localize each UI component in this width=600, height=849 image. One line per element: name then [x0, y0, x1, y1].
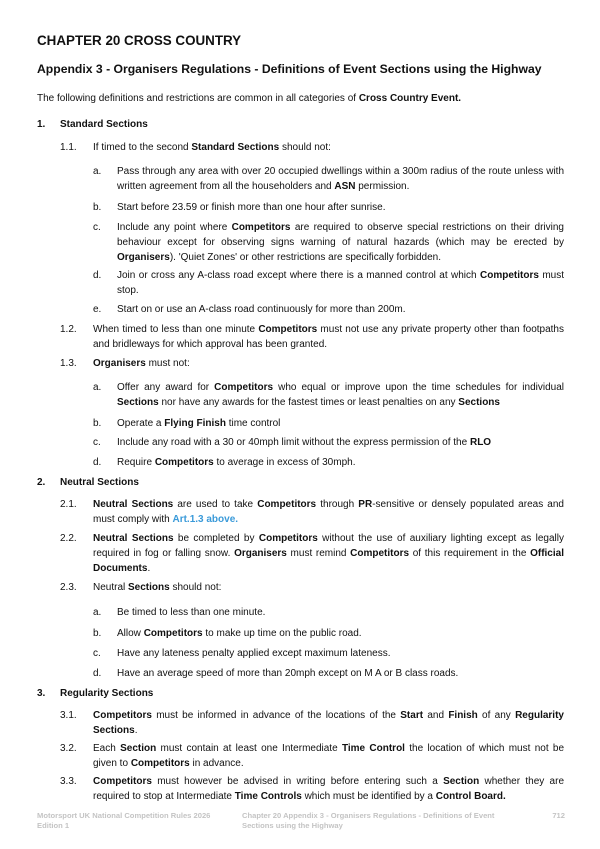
item-2-3-a: Be timed to less than one minute. [117, 607, 266, 618]
para-2-3-number: 2.3. [60, 582, 77, 593]
item-1-1-a: Pass through any area with over 20 occupied dwellings within a 300m radius of the route unless with written agreement from all the householders and ASN permission. [117, 166, 564, 192]
item-1-3-c-label: c. [93, 437, 101, 448]
chapter-title: CHAPTER 20 CROSS COUNTRY [37, 33, 242, 48]
footer-page-number: 712 [552, 811, 565, 820]
footer-chapter-line2: Sections using the Highway [242, 821, 343, 830]
item-1-3-a-label: a. [93, 382, 102, 393]
item-1-1-a-label: a. [93, 166, 102, 177]
item-1-3-b-label: b. [93, 418, 102, 429]
para-1-1: If timed to the second Standard Sections should not: [93, 142, 331, 153]
item-1-1-c-label: c. [93, 222, 101, 233]
para-3-2: Each Section must contain at least one Intermediate Time Control the location of which must not be given to Competitors in advance. [93, 743, 565, 769]
intro-paragraph: The following definitions and restrictions are common in all categories of Cross Country Event. [37, 93, 462, 104]
item-1-1-b-label: b. [93, 202, 102, 213]
item-1-3-d-label: d. [93, 457, 102, 468]
item-1-1-c: Include any point where Competitors are required to observe special restrictions on their driving behaviour except for observing signs warning of natural hazards (which may be erected by Organisers). 'Quiet Zones' or other restrictions are specifically forbidden. [117, 222, 564, 263]
para-3-3: Competitors must however be advised in writing before entering such a Section whether they are required to stop at Intermediate Time Controls which must be identified by a Control Board. [93, 776, 564, 802]
item-1-1-e-label: e. [93, 304, 102, 315]
section-3-title: Regularity Sections [60, 688, 154, 699]
para-2-2: Neutral Sections be completed by Competitors without the use of auxiliary lighting except as legally required in fog or falling snow. Organisers must remind Competitors of this requirement in the Official Documents. [93, 533, 565, 574]
item-2-3-c: Have any lateness penalty applied except maximum lateness. [117, 648, 391, 659]
appendix-title: Appendix 3 - Organisers Regulations - Definitions of Event Sections using the Highway [37, 62, 542, 76]
item-1-1-d-label: d. [93, 270, 102, 281]
section-3-number: 3. [37, 688, 46, 699]
item-1-3-a: Offer any award for Competitors who equal or improve upon the time schedules for individual Sections nor have any awards for the fastest times or least penalties on any Sections [117, 382, 564, 408]
para-3-1: Competitors must be informed in advance of the locations of the Start and Finish of any Regularity Sections. [93, 710, 564, 736]
para-1-3: Organisers must not: [93, 358, 190, 369]
para-3-3-number: 3.3. [60, 776, 77, 787]
art-1-3-link[interactable]: Art.1.3 above. [172, 514, 239, 525]
para-1-2-number: 1.2. [60, 324, 77, 335]
para-1-1-number: 1.1. [60, 142, 77, 153]
footer-chapter-line1: Chapter 20 Appendix 3 - Organisers Regulations - Definitions of Event [242, 811, 495, 820]
item-1-3-b: Operate a Flying Finish time control [117, 418, 281, 429]
footer-edition: Edition 1 [37, 821, 70, 830]
item-1-3-c: Include any road with a 30 or 40mph limit without the express permission of the RLO [117, 437, 492, 448]
item-2-3-d-label: d. [93, 668, 102, 679]
item-2-3-a-label: a. [93, 607, 102, 618]
para-2-1-number: 2.1. [60, 499, 77, 510]
section-1-title: Standard Sections [60, 119, 148, 130]
section-2-title: Neutral Sections [60, 477, 139, 488]
para-2-2-number: 2.2. [60, 533, 77, 544]
footer-rules-title: Motorsport UK National Competition Rules 2026 [37, 811, 211, 820]
para-2-3: Neutral Sections should not: [93, 582, 222, 593]
item-2-3-b-label: b. [93, 628, 102, 639]
footer-middle [242, 811, 522, 831]
item-2-3-c-label: c. [93, 648, 101, 659]
item-2-3-d: Have an average speed of more than 20mph except on M A or B class roads. [117, 668, 459, 679]
para-3-1-number: 3.1. [60, 710, 77, 721]
section-1-number: 1. [37, 119, 46, 130]
footer-left [37, 811, 237, 831]
section-2-number: 2. [37, 477, 46, 488]
item-1-1-e: Start on or use an A-class road continuously for more than 200m. [117, 304, 406, 315]
item-1-1-b: Start before 23.59 or finish more than one hour after sunrise. [117, 202, 386, 213]
para-3-2-number: 3.2. [60, 743, 77, 754]
para-2-1: Neutral Sections are used to take Competitors through PR-sensitive or densely populated areas and must comply with Art.1.3 above. [93, 499, 564, 525]
para-1-3-number: 1.3. [60, 358, 77, 369]
item-1-1-d: Join or cross any A-class road except where there is a manned control at which Competitors must stop. [117, 270, 564, 296]
item-1-3-d: Require Competitors to average in excess of 30mph. [117, 457, 356, 468]
item-2-3-b: Allow Competitors to make up time on the public road. [117, 628, 362, 639]
para-1-2: When timed to less than one minute Competitors must not use any private property other than footpaths and bridleways for which approval has been granted. [93, 324, 564, 350]
